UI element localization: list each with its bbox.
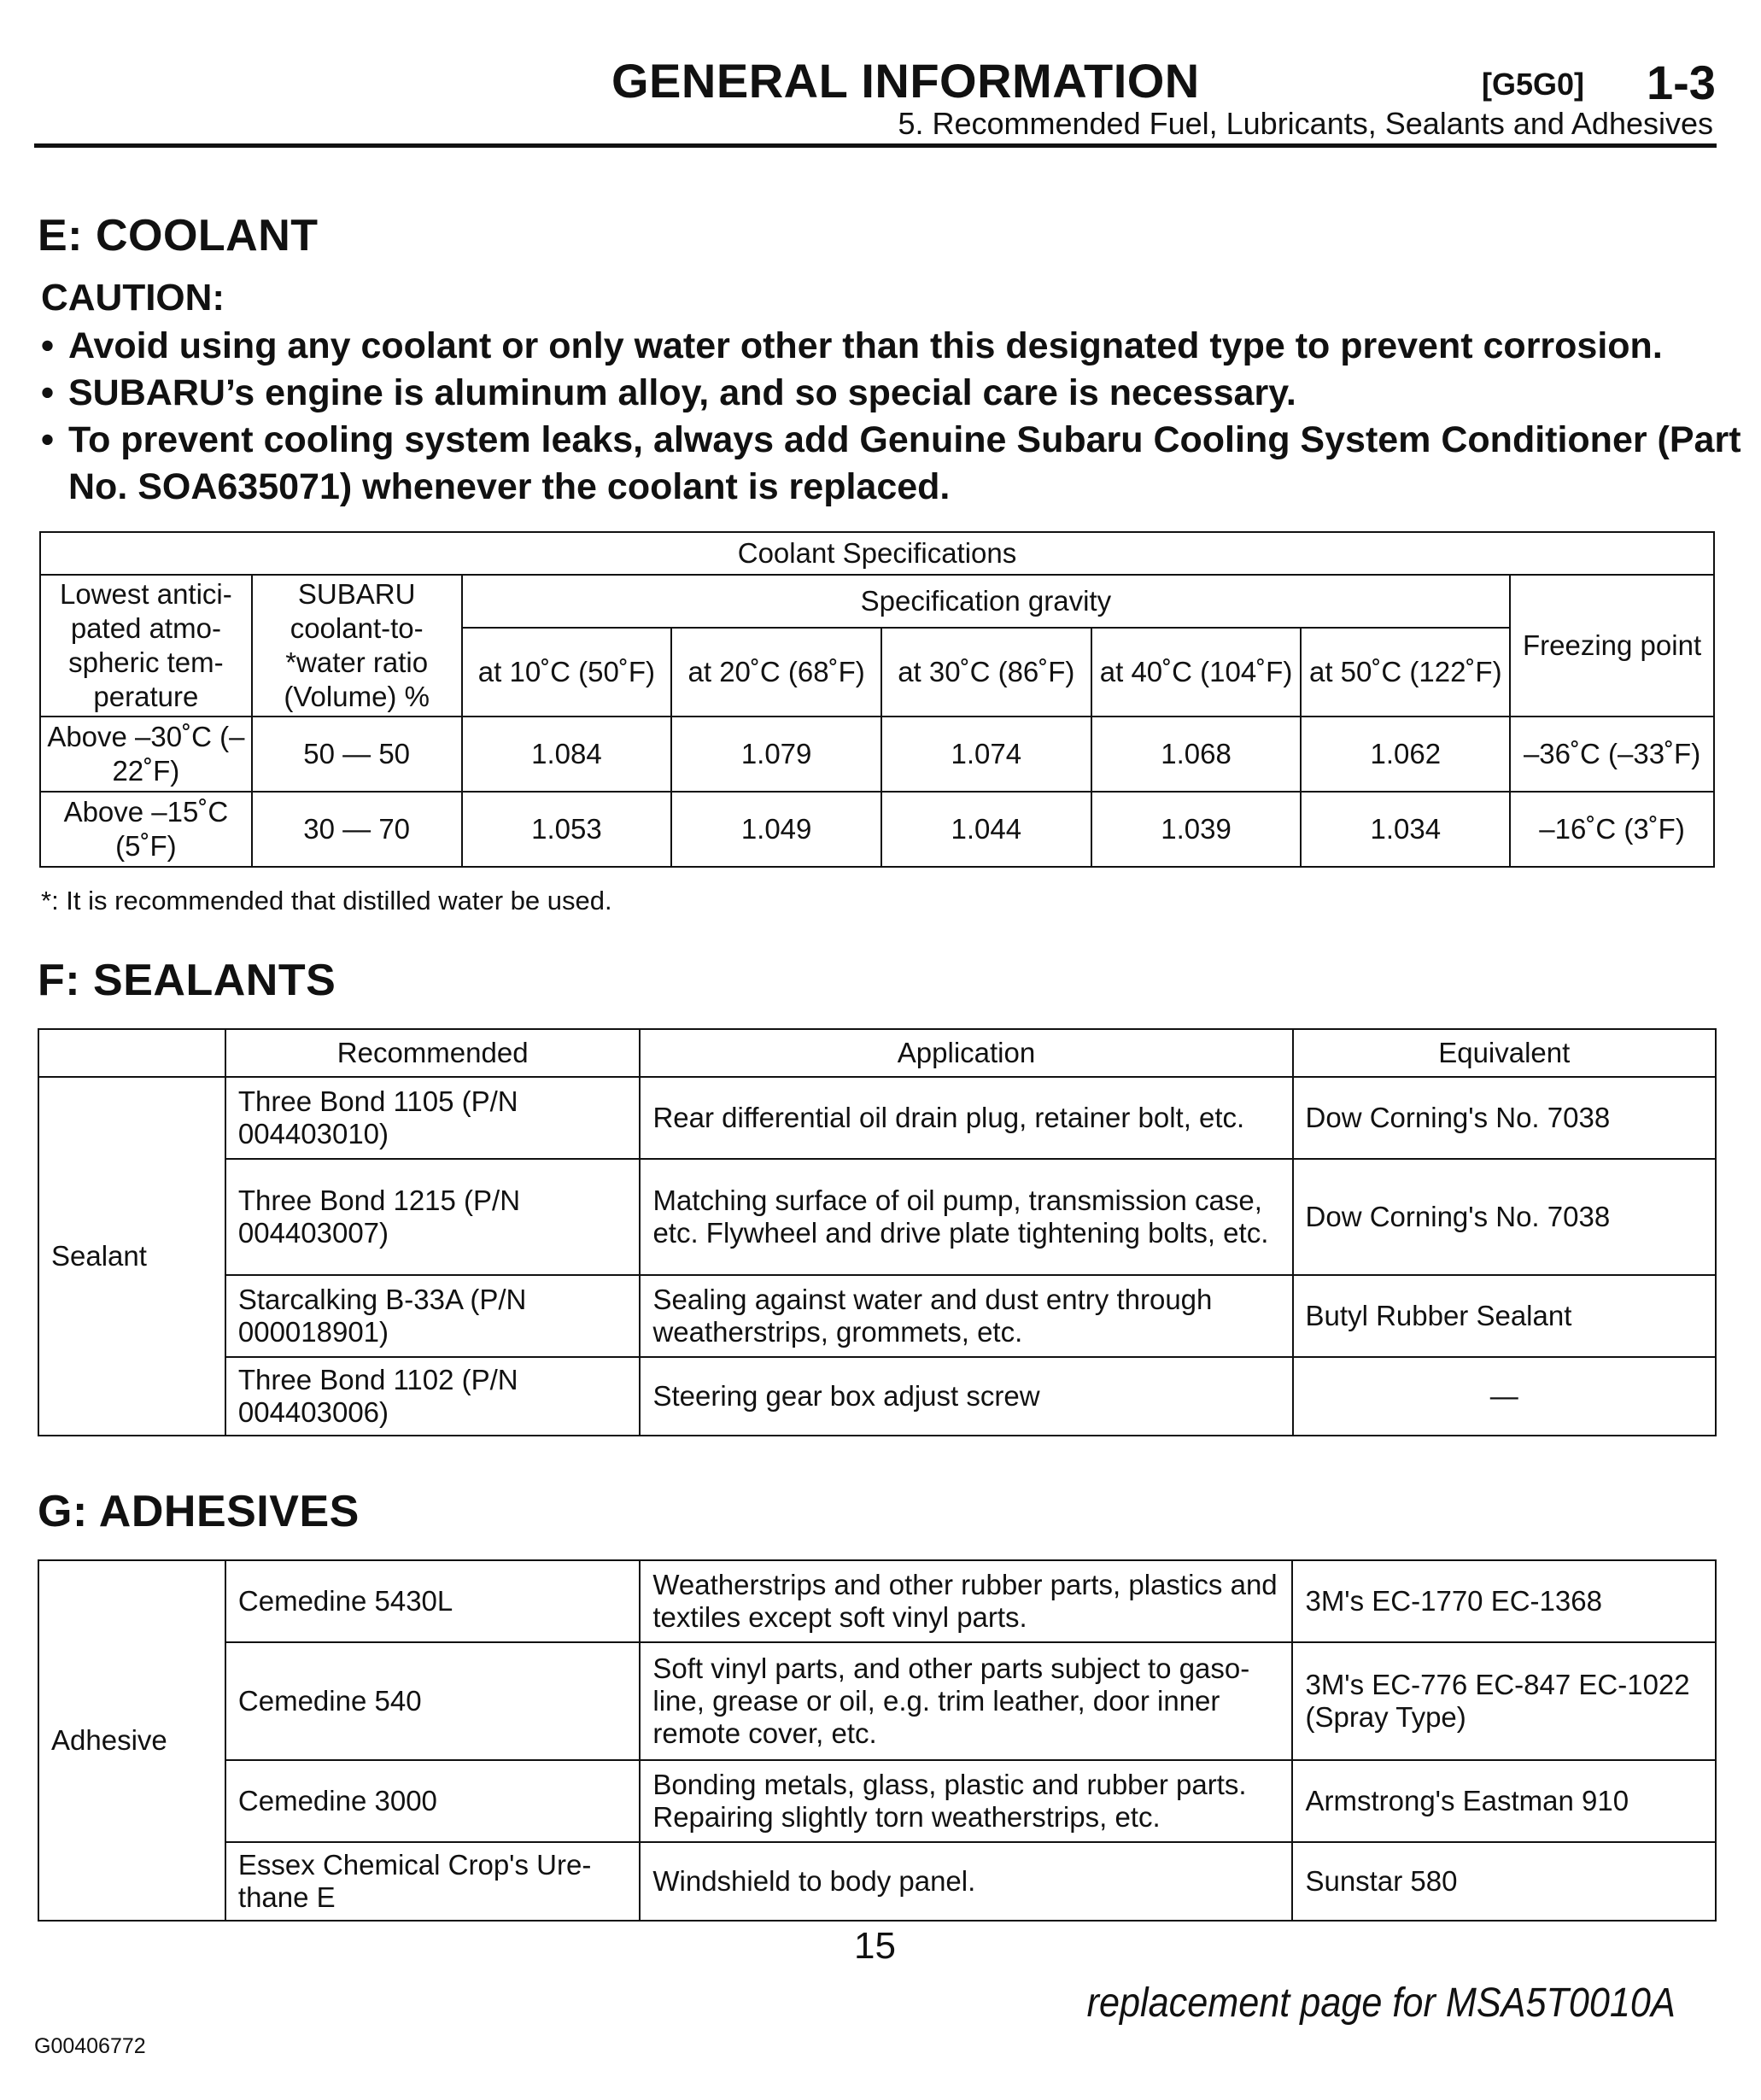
recommended-cell: Three Bond 1105 (P/N 004403010) [225, 1077, 641, 1159]
sealants-section-title: F: SEALANTS [38, 956, 336, 1005]
equivalent-cell: Dow Corning's No. 7038 [1293, 1159, 1716, 1275]
gravity-cell: 1.062 [1301, 717, 1510, 792]
col-header-ratio: SUBARU coolant-to- *water ratio (Volume) % [252, 575, 462, 717]
coolant-section-title: E: COOLANT [38, 211, 319, 260]
equivalent-cell: 3M's EC-776 EC-847 EC-1022 (Spray Type) [1292, 1642, 1716, 1760]
adhesive-category-cell: Adhesive [38, 1560, 225, 1921]
application-cell: Matching surface of oil pump, transmission case, etc. Flywheel and drive plate tightening bolts, etc. [640, 1159, 1292, 1275]
table-row [38, 1275, 1716, 1357]
table-row [38, 1642, 1716, 1760]
gravity-cell: 1.068 [1091, 717, 1302, 792]
table-row [38, 1077, 1716, 1159]
adhesives-section-title: G: ADHESIVES [38, 1487, 360, 1536]
recommended-cell: Starcalking B-33A (P/N 000018901) [225, 1275, 641, 1357]
ratio-cell: 30 — 70 [252, 792, 462, 867]
application-cell: Bonding metals, glass, plastic and rubber parts. Repairing slightly torn weatherstrips, etc. [640, 1760, 1292, 1842]
gravity-temp-header: at 10˚C (50˚F) [462, 628, 672, 717]
sealants-header-equivalent: Equivalent [1293, 1029, 1716, 1077]
table-row [38, 1760, 1716, 1842]
equivalent-cell: 3M's EC-1770 EC-1368 [1292, 1560, 1716, 1642]
coolant-footnote: *: It is recommended that distilled water be used. [41, 886, 612, 915]
gravity-cell: 1.044 [881, 792, 1091, 867]
gravity-cell: 1.049 [671, 792, 881, 867]
temp-cell: Above –15˚C (5˚F) [40, 792, 252, 867]
coolant-spec-table [39, 531, 1715, 868]
ratio-cell: 50 — 50 [252, 717, 462, 792]
gravity-cell: 1.084 [462, 717, 672, 792]
table-row [40, 717, 1714, 792]
gravity-temp-header: at 30˚C (86˚F) [881, 628, 1091, 717]
gravity-temp-header: at 20˚C (68˚F) [671, 628, 881, 717]
bullet-icon: • [41, 419, 55, 460]
caution-item [41, 370, 1749, 417]
freeze-cell: –36˚C (–33˚F) [1510, 717, 1714, 792]
application-cell: Rear differential oil drain plug, retainer bolt, etc. [640, 1077, 1292, 1159]
sealant-category-cell: Sealant [38, 1077, 225, 1436]
gravity-cell: 1.053 [462, 792, 672, 867]
table-row [38, 1842, 1716, 1921]
gravity-temp-header: at 40˚C (104˚F) [1091, 628, 1302, 717]
caution-item [41, 323, 1749, 370]
caution-item [41, 417, 1749, 511]
page-subtitle: 5. Recommended Fuel, Lubricants, Sealants and Adhesives [898, 106, 1713, 141]
document-id: G00406772 [34, 2034, 146, 2058]
coolant-table-caption: Coolant Specifications [40, 532, 1714, 575]
caution-text: SUBARU’s engine is aluminum alloy, and so special care is necessary. [68, 372, 1296, 413]
table-row [38, 1159, 1716, 1275]
page-number: 15 [854, 1925, 896, 1967]
equivalent-cell: — [1293, 1357, 1716, 1436]
gravity-temp-header: at 50˚C (122˚F) [1301, 628, 1510, 717]
application-cell: Weatherstrips and other rubber parts, plastics and textiles except soft vinyl parts. [640, 1560, 1292, 1642]
equivalent-cell: Butyl Rubber Sealant [1293, 1275, 1716, 1357]
replacement-note: replacement page for MSA5T0010A [1086, 1980, 1676, 2026]
equivalent-cell: Sunstar 580 [1292, 1842, 1716, 1921]
bullet-icon: • [41, 372, 55, 413]
recommended-cell: Cemedine 540 [225, 1642, 640, 1760]
recommended-cell: Three Bond 1102 (P/N 004403006) [225, 1357, 641, 1436]
sealants-header-recommended: Recommended [225, 1029, 641, 1077]
recommended-cell: Essex Chemical Crop's Ure-thane E [225, 1842, 640, 1921]
caution-heading: CAUTION: [41, 277, 225, 319]
temp-cell: Above –30˚C (–22˚F) [40, 717, 252, 792]
page-section-number: 1-3 [1647, 56, 1716, 109]
caution-list [41, 323, 1749, 511]
header-divider [34, 143, 1717, 148]
recommended-cell: Cemedine 5430L [225, 1560, 640, 1642]
gravity-cell: 1.079 [671, 717, 881, 792]
equivalent-cell: Armstrong's Eastman 910 [1292, 1760, 1716, 1842]
recommended-cell: Cemedine 3000 [225, 1760, 640, 1842]
recommended-cell: Three Bond 1215 (P/N 004403007) [225, 1159, 641, 1275]
gravity-cell: 1.074 [881, 717, 1091, 792]
application-cell: Soft vinyl parts, and other parts subject to gaso-line, grease or oil, e.g. trim leather, door inner remote cover, etc. [640, 1642, 1292, 1760]
table-row [38, 1560, 1716, 1642]
sealants-header-blank [38, 1029, 225, 1077]
equivalent-cell: Dow Corning's No. 7038 [1293, 1077, 1716, 1159]
application-cell: Windshield to body panel. [640, 1842, 1292, 1921]
sealants-header-application: Application [640, 1029, 1292, 1077]
adhesives-table [38, 1559, 1717, 1922]
sealants-table [38, 1028, 1717, 1436]
col-header-gravity: Specification gravity [462, 575, 1511, 628]
section-code: [G5G0] [1482, 67, 1585, 102]
freeze-cell: –16˚C (3˚F) [1510, 792, 1714, 867]
caution-text: Avoid using any coolant or only water other than this designated type to prevent corrosion. [68, 325, 1663, 366]
gravity-cell: 1.039 [1091, 792, 1302, 867]
page-title: GENERAL INFORMATION [611, 54, 1200, 108]
table-row [38, 1357, 1716, 1436]
gravity-cell: 1.034 [1301, 792, 1510, 867]
bullet-icon: • [41, 325, 55, 366]
caution-text: To prevent cooling system leaks, always add Genuine Subaru Cooling System Conditioner (Part No. SOA635071) whenever the coolant is replaced. [68, 419, 1741, 507]
application-cell: Sealing against water and dust entry through weatherstrips, grommets, etc. [640, 1275, 1292, 1357]
col-header-freezing: Freezing point [1510, 575, 1714, 717]
table-row [40, 792, 1714, 867]
col-header-temperature: Lowest antici-pated atmo-spheric tem-perature [40, 575, 252, 717]
application-cell: Steering gear box adjust screw [640, 1357, 1292, 1436]
